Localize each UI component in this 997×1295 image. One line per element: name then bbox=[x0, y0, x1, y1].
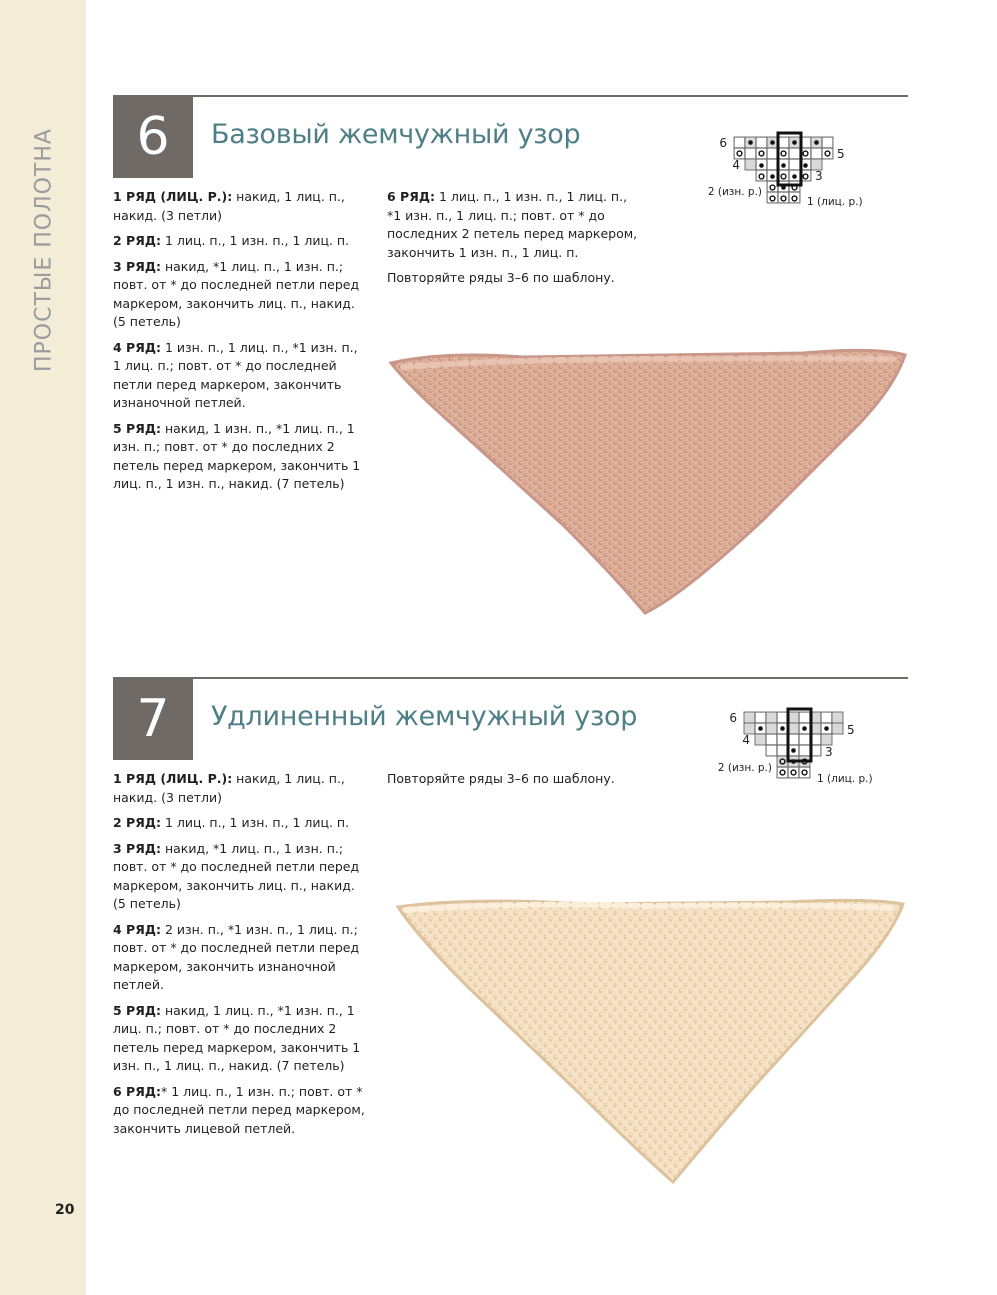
chart-row-label: 2 (изн. р.) bbox=[707, 186, 762, 198]
instructions-col-2 bbox=[387, 188, 645, 295]
row-instruction: 3 РЯД: накид, *1 лиц. п., 1 изн. п.; повт. от * до последней петли перед маркером, закончить лиц. п., накид. (5 петель) bbox=[113, 840, 360, 911]
stitch-chart bbox=[693, 125, 878, 225]
chapter-title: ПРОСТЫЕ ПОЛОТНА bbox=[31, 128, 57, 372]
repeat-note: Повторяйте ряды 3–6 по шаблону. bbox=[387, 771, 615, 786]
section-rule bbox=[191, 677, 908, 679]
page-number: 20 bbox=[55, 1202, 75, 1218]
knitted-swatch-photo bbox=[388, 892, 908, 1192]
stitch-chart bbox=[703, 707, 888, 807]
row-instruction: 3 РЯД: накид, *1 лиц. п., 1 изн. п.; повт. от * до последней петли перед маркером, закончить лиц. п., накид. (5 петель) bbox=[113, 258, 360, 329]
chart-row-label: 5 bbox=[837, 147, 845, 161]
row-instruction: 1 РЯД (ЛИЦ. Р.): накид, 1 лиц. п., накид. (3 петли) bbox=[113, 189, 345, 223]
section-rule bbox=[191, 95, 908, 97]
row-instruction: 1 РЯД (ЛИЦ. Р.): накид, 1 лиц. п., накид. (3 петли) bbox=[113, 771, 345, 805]
pattern-section-7 bbox=[113, 677, 908, 1217]
chart-row-label: 4 bbox=[732, 158, 740, 172]
row-instruction: 5 РЯД: накид, 1 лиц. п., *1 изн. п., 1 лиц. п.; повт. от * до последних 2 петель перед маркером, закончить 1 изн. п., 1 лиц. п., накид. (7 петель) bbox=[113, 1002, 361, 1073]
chart-row-label: 3 bbox=[815, 169, 823, 183]
chart-row-label: 5 bbox=[847, 723, 855, 737]
chart-row-label: 2 (изн. р.) bbox=[717, 762, 772, 774]
chart-row-label: 6 bbox=[729, 711, 737, 725]
chart-row-label: 3 bbox=[825, 745, 833, 759]
chart-row-label: 1 (лиц. р.) bbox=[807, 196, 863, 208]
chart-row-label: 6 bbox=[719, 136, 727, 150]
pattern-number: 6 bbox=[113, 95, 193, 178]
row-instruction: 2 РЯД: 1 лиц. п., 1 изн. п., 1 лиц. п. bbox=[113, 815, 350, 830]
row-instruction: 6 РЯД:* 1 лиц. п., 1 изн. п.; повт. от * до последней петли перед маркером, закончить лицевой петлей. bbox=[113, 1083, 365, 1136]
pattern-title: Базовый жемчужный узор bbox=[211, 119, 581, 150]
pattern-section-6 bbox=[113, 95, 908, 635]
knitted-swatch-photo bbox=[383, 345, 913, 620]
repeat-note: Повторяйте ряды 3–6 по шаблону. bbox=[387, 270, 615, 285]
row-instruction: 5 РЯД: накид, 1 изн. п., *1 лиц. п., 1 изн. п.; повт. от * до последних 2 петель перед маркером, закончить 1 лиц. п., 1 изн. п., накид. (7 петель) bbox=[113, 420, 361, 491]
instructions-col-2 bbox=[387, 770, 645, 796]
row-instruction: 2 РЯД: 1 лиц. п., 1 изн. п., 1 лиц. п. bbox=[113, 233, 350, 248]
instructions-col-1 bbox=[113, 188, 368, 501]
pattern-number: 7 bbox=[113, 677, 193, 760]
instructions-col-1 bbox=[113, 770, 368, 1145]
pattern-title: Удлиненный жемчужный узор bbox=[211, 701, 638, 732]
chart-row-label: 4 bbox=[742, 733, 750, 747]
chart-row-label: 1 (лиц. р.) bbox=[817, 773, 873, 785]
row-instruction: 6 РЯД: 1 лиц. п., 1 изн. п., 1 лиц. п., *1 изн. п., 1 лиц. п.; повт. от * до последних 2 петель перед маркером, закончить 1 изн. п., 1 лиц. п. bbox=[387, 189, 638, 260]
row-instruction: 4 РЯД: 2 изн. п., *1 изн. п., 1 лиц. п.; повт. от * до последней петли перед маркером, закончить изнаночной петлей. bbox=[113, 921, 360, 992]
row-instruction: 4 РЯД: 1 изн. п., 1 лиц. п., *1 изн. п., 1 лиц. п.; повт. от * до последней петли перед маркером, закончить изнаночной петлей. bbox=[113, 339, 358, 410]
